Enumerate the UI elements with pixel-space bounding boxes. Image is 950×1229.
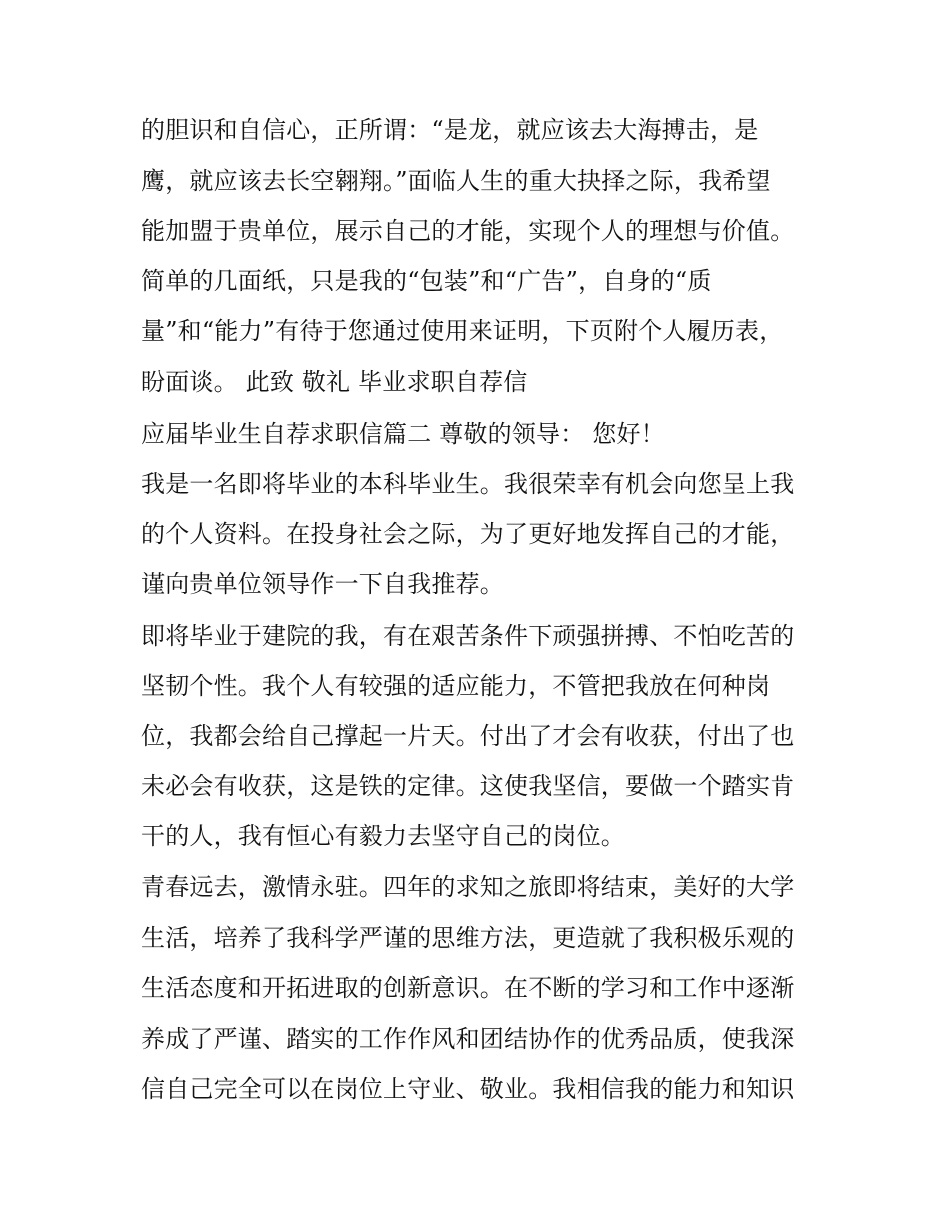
text-line: 的个人资料。在投身社会之际，为了更好地发挥自己的才能， bbox=[141, 520, 795, 548]
text-line: 的胆识和自信心，正所谓：“是龙，就应该去大海搏击，是 bbox=[141, 116, 759, 144]
text-line: 盼面谈。 此致 敬礼 毕业求职自荐信 bbox=[141, 368, 528, 396]
text-line: 谨向贵单位领导作一下自我推荐。 bbox=[141, 570, 504, 598]
text-line: 生活，培养了我科学严谨的思维方法，更造就了我积极乐观的 bbox=[141, 924, 795, 952]
text-line: 量”和“能力”有待于您通过使用来证明，下页附个人履历表， bbox=[141, 317, 784, 345]
text-line: 能加盟于贵单位，展示自己的才能，实现个人的理想与价值。 bbox=[141, 217, 795, 245]
text-line: 青春远去，激情永驻。四年的求知之旅即将结束，美好的大学 bbox=[141, 873, 795, 901]
text-line: 坚韧个性。我个人有较强的适应能力，不管把我放在何种岗 bbox=[141, 672, 771, 700]
text-line: 即将毕业于建院的我，有在艰苦条件下顽强拼搏、不怕吃苦的 bbox=[141, 622, 795, 650]
text-line: 未必会有收获，这是铁的定律。这使我坚信，要做一个踏实肯 bbox=[141, 772, 795, 800]
text-line: 简单的几面纸，只是我的“包装”和“广告”，自身的“质 bbox=[141, 267, 712, 295]
text-line: 应届毕业生自荐求职信篇二 尊敬的领导： 您好！ bbox=[141, 420, 665, 448]
text-line: 位，我都会给自己撑起一片天。付出了才会有收获，付出了也 bbox=[141, 722, 795, 750]
text-line: 鹰，就应该去长空翱翔。”面临人生的重大抉择之际，我希望 bbox=[141, 167, 771, 195]
text-line: 信自己完全可以在岗位上守业、敬业。我相信我的能力和知识 bbox=[141, 1075, 795, 1103]
text-line: 干的人，我有恒心有毅力去坚守自己的岗位。 bbox=[141, 822, 625, 850]
text-line: 我是一名即将毕业的本科毕业生。我很荣幸有机会向您呈上我 bbox=[141, 470, 795, 498]
text-line: 养成了严谨、踏实的工作作风和团结协作的优秀品质，使我深 bbox=[141, 1025, 795, 1053]
text-line: 生活态度和开拓进取的创新意识。在不断的学习和工作中逐渐 bbox=[141, 974, 795, 1002]
